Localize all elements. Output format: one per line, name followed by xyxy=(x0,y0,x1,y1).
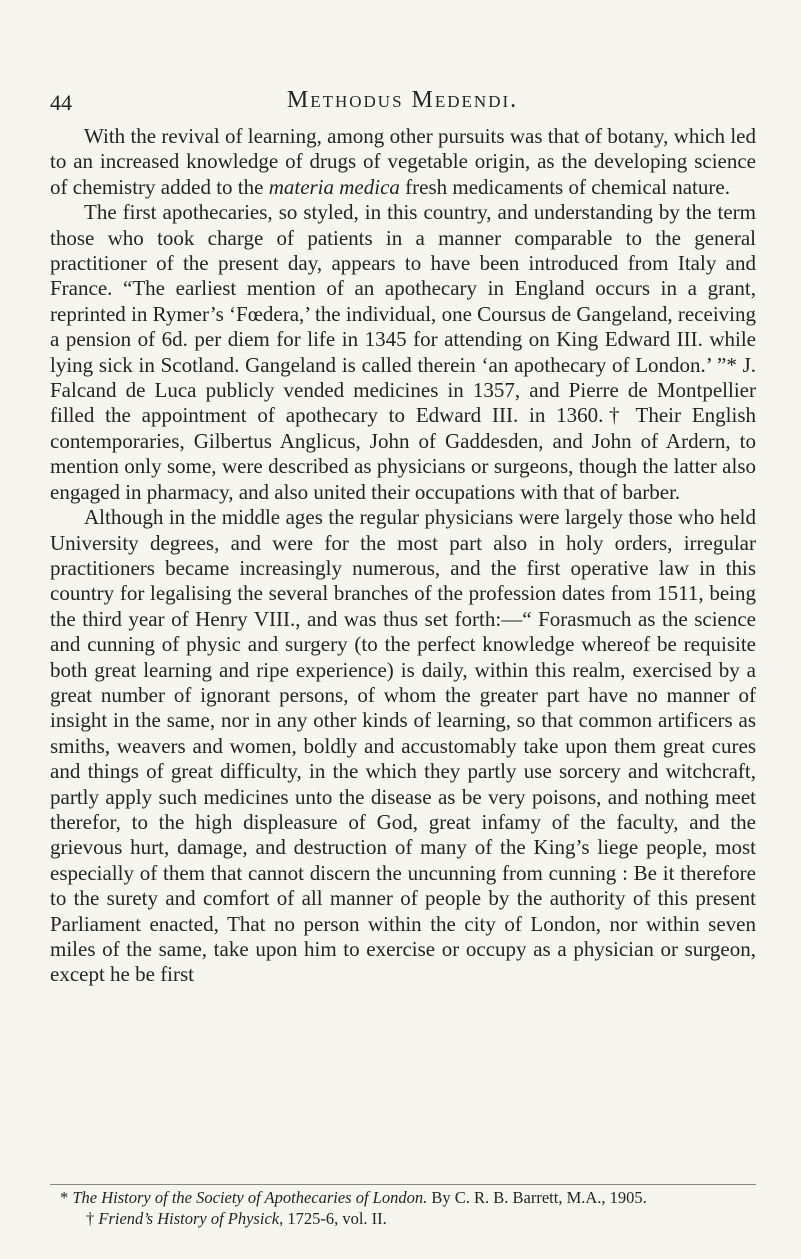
paragraph-text: fresh medicaments of chemical nature. xyxy=(399,174,730,199)
paragraph xyxy=(50,505,756,988)
italic-term: materia medica xyxy=(268,174,400,199)
page-number: 44 xyxy=(50,90,72,115)
footnote-text: By C. R. B. Barrett, M.A., 1905. xyxy=(427,1188,647,1207)
running-title: Methodus Medendi. xyxy=(286,87,519,113)
page-header xyxy=(50,84,755,114)
paragraph xyxy=(50,200,756,505)
footnote-title: The History of the Society of Apothecaries of London. xyxy=(72,1188,428,1207)
footnotes xyxy=(50,1187,756,1229)
footnote xyxy=(50,1208,756,1229)
footnote-mark: * xyxy=(60,1188,69,1207)
footnote-mark: † xyxy=(86,1209,95,1228)
body-text xyxy=(50,124,756,988)
footnote-divider xyxy=(50,1184,756,1185)
footnote-title: Friend’s History of Physick, xyxy=(98,1209,284,1228)
paragraph-text: With the revival of learning, among other pursuits was that of botany, which led to an increased knowledge of drugs of vegetable origin, as the developing science of chemistry added to the xyxy=(50,124,756,199)
paragraph xyxy=(50,124,756,200)
paragraph-text: The first apothecaries, so styled, in this country, and understanding by the term those who took charge of patients in a manner comparable to the general practitioner of the present day, appears to have been introduced from Italy and France. “The earliest mention of an apothecary in England occurs in a grant, reprinted in Rymer’s ‘Fœdera,’ the individual, one Coursus de Gangeland, receiving a pension of 6d. per diem for life in 1345 for attending on King Edward III. while lying sick in Scotland. Gangeland is called therein ‘an apothecary of London.’ ”* J. Falcand de Luca publicly vended medicines in 1357, and Pierre de Montpellier filled the appointment of apothecary to Edward III. in 1360.† Their English contemporaries, Gilbertus Anglicus, John of Gaddesden, and John of Ardern, to mention only some, were described as physicians or surgeons, though the latter also engaged in pharmacy, and also united their occupations with that of barber. xyxy=(50,200,756,504)
footnote xyxy=(50,1187,756,1208)
footnote-text: 1725-6, vol. II. xyxy=(283,1209,387,1228)
paragraph-text: Although in the middle ages the regular physicians were largely those who held University degrees, and were for the most part also in holy orders, irregular practitioners became increasingly numerous, and the first operative law in this country for legalising the several branches of the profession dates from 1511, being the third year of Henry VIII., and was thus set forth:—“ Forasmuch as the science and cunning of physic and surgery (to the perfect knowledge whereof be requisite both great learning and ripe experience) is daily, within this realm, exercised by a great number of ignorant persons, of whom the greater part have no manner of insight in the same, nor in any other kinds of learning, so that common artificers as smiths, weavers and women, boldly and accustomably take upon them great cures and things of great difficulty, in the which they partly use sorcery and witchcraft, partly apply such medicines unto the disease as be very poisons, and nothing meet therefor, to the high displeasure of God, great infamy of the faculty, and the grievous hurt, damage, and destruction of many of the King’s liege people, most especially of them that cannot discern the uncunning from cunning : Be it therefore to the surety and comfort of all manner of people by the authority of this present Parliament enacted, That no person within the city of London, nor within seven miles of the same, take upon him to exercise or occupy as a physician or surgeon, except he be first xyxy=(50,505,756,987)
